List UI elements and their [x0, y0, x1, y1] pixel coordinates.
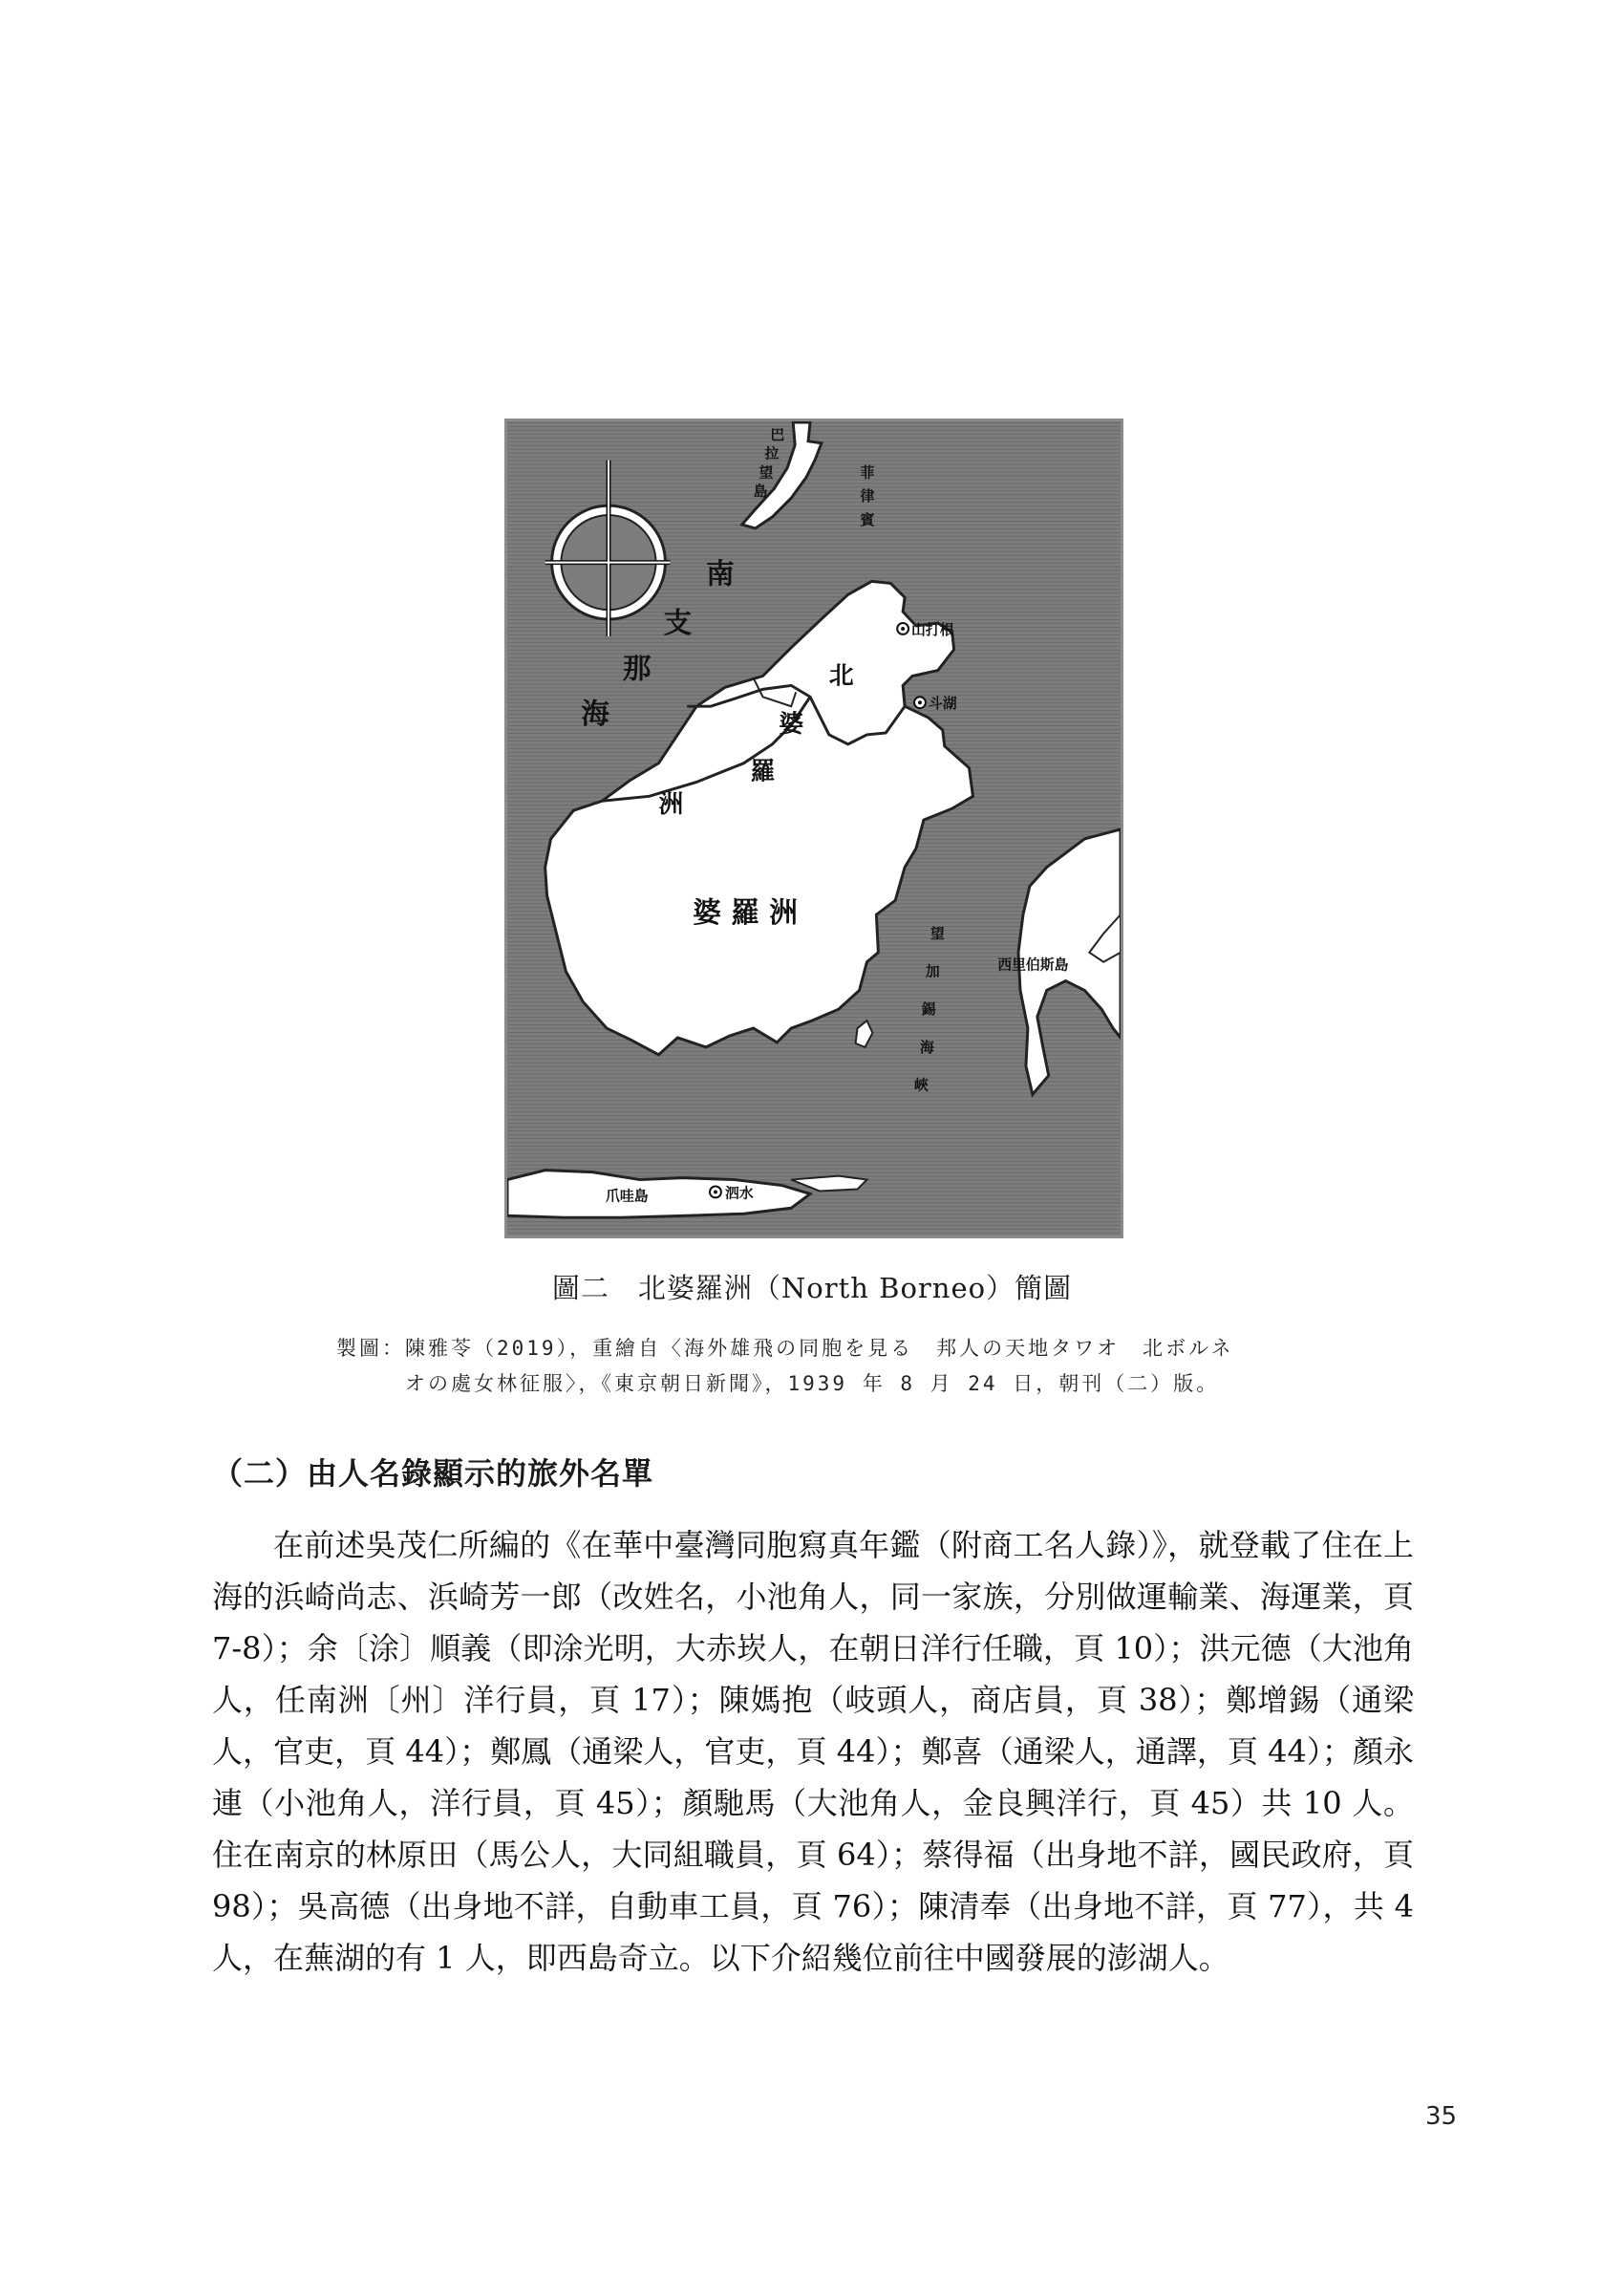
body-text	[212, 1519, 1414, 1984]
label-strait-2: 加	[925, 962, 940, 980]
label-strait-4: 海	[919, 1038, 934, 1056]
north-borneo-map	[504, 419, 1123, 1238]
figure-caption-source-line2: オの處女林征服〉，《東京朝日新聞》，1939 年 8 月 24 日，朝刊（二）版。	[405, 1372, 1220, 1395]
label-south-china-sea-2: 支	[663, 606, 693, 640]
label-north-borneo-1: 北	[828, 661, 854, 691]
map-svg	[507, 421, 1121, 1236]
label-south-china-sea-1: 南	[706, 557, 735, 591]
label-south-china-sea-4: 海	[581, 698, 609, 732]
label-java: 爪哇島	[606, 1187, 649, 1205]
label-strait-1: 望	[930, 924, 945, 942]
section-heading: （二）由人名錄顯示的旅外名單	[212, 1455, 654, 1492]
label-palawan-3: 望	[759, 463, 774, 482]
label-palawan-4: 島	[753, 483, 768, 501]
label-south-china-sea-3: 那	[622, 652, 652, 686]
label-borneo: 婆 羅 洲	[693, 896, 799, 931]
label-north-borneo-3: 羅	[750, 757, 776, 786]
figure-caption-title: 圖二 北婆羅洲（North Borneo）簡圖	[551, 1272, 1073, 1304]
label-philippines-2: 律	[860, 487, 875, 505]
label-celebes: 西里伯斯島	[997, 956, 1069, 974]
town-dot-surabaya	[714, 1190, 717, 1193]
body-paragraph: 在前述吳茂仁所編的《在華中臺灣同胞寫真年鑑（附商工名人錄）》，就登載了住在上海的浜崎尚志、浜崎芳一郎（改姓名，小池角人，同一家族，分別做運輸業、海運業，頁 7-8）；余〔涂〕順義（即涂光明，大赤崁人，在朝日洋行任職，頁 10）；洪元德（大池角人，任南洲〔州〕洋行員，頁 17）；陳媽抱（岐頭人，商店員，頁 38）；鄭增錫（通梁人，官吏，頁 44）；鄭鳳（通梁人，官吏，頁 44）；鄭喜（通梁人，通譯，頁 44）；顏永連（小池角人，洋行員，頁 45）；顏馳馬（大池角人，金良興洋行，頁 45）共 10 人。住在南京的林原田（馬公人，大同組職員，頁 64）；蔡得福（出身地不詳，國民政府，頁 98）；吳高德（出身地不詳，自動車工員，頁 76）；陳清奉（出身地不詳，頁 77），共 4 人，在蕪湖的有 1 人，即西島奇立。以下介紹幾位前往中國發展的澎湖人。	[212, 1527, 1414, 1976]
label-philippines-3: 賓	[860, 510, 875, 528]
label-north-borneo-2: 婆	[779, 709, 804, 739]
label-palawan-1: 巴	[770, 425, 785, 443]
figure-caption-source-line1: 製圖：陳雅苓（2019），重繪自〈海外雄飛の同胞を見る 邦人の天地タワオ 北ボルネ	[336, 1337, 1234, 1360]
label-north-borneo-4: 洲	[658, 790, 684, 820]
town-dot-tawau	[918, 700, 922, 704]
label-strait-5: 峽	[914, 1076, 929, 1094]
label-philippines-1: 菲	[860, 463, 875, 482]
town-dot-sandakan	[901, 627, 905, 631]
label-sandakan: 山打根	[911, 620, 954, 638]
label-palawan-2: 拉	[764, 444, 780, 462]
label-strait-3: 錫	[921, 1000, 936, 1019]
label-tawau: 斗湖	[928, 695, 957, 713]
label-surabaya: 泗水	[724, 1184, 754, 1202]
page-number: 35	[1425, 2102, 1458, 2131]
